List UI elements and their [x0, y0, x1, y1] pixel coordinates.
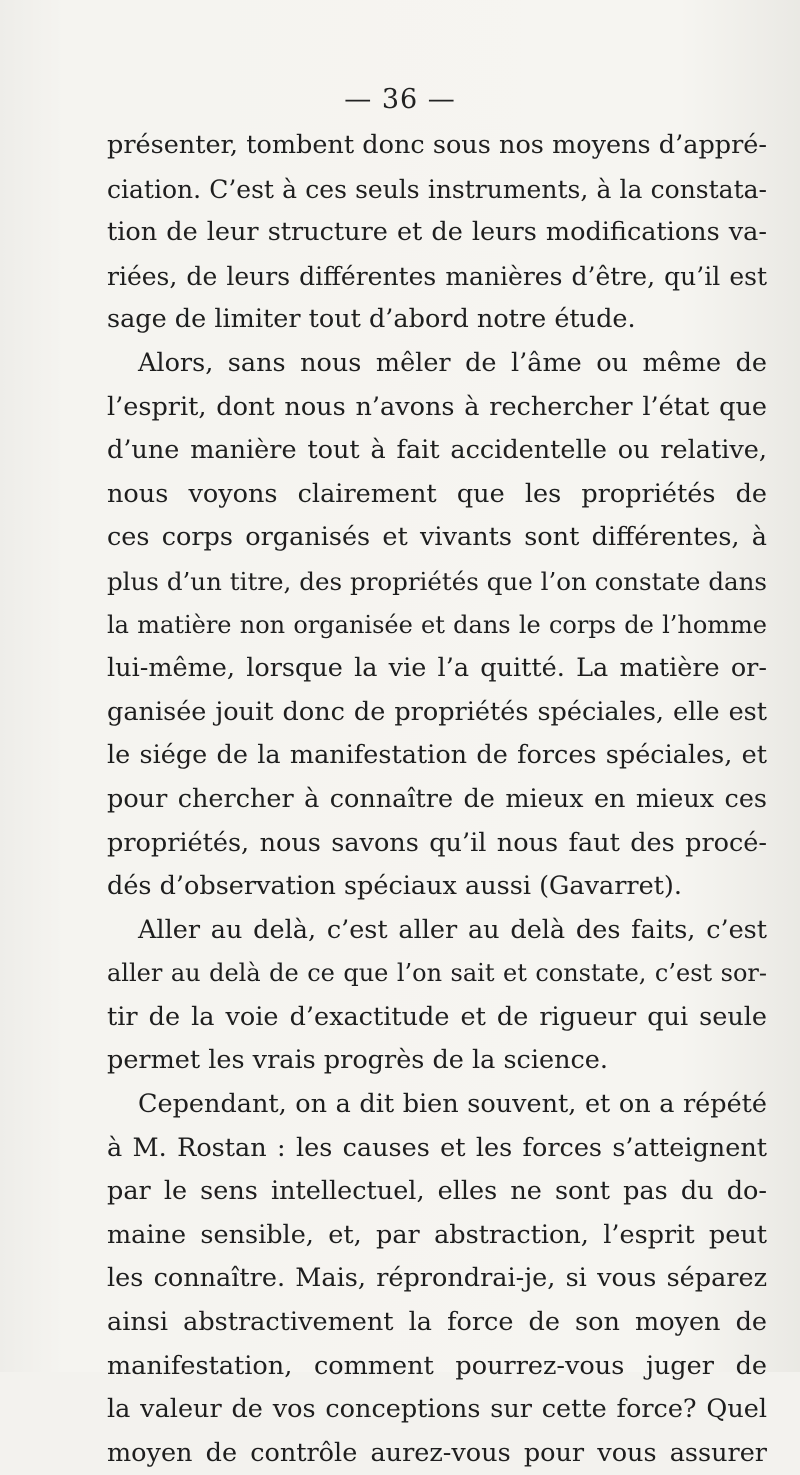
text-line: la matière non organisée et dans le corps de l’homme [107, 610, 767, 639]
text-line: Cependant, on a dit bien souvent, et on a répété [138, 1089, 767, 1120]
text-line: à M. Rostan : les causes et les forces s’atteignent [107, 1132, 767, 1163]
text-line: d’une manière tout à fait accidentelle ou relative, [107, 435, 767, 466]
text-line: manifestation, comment pourrez-vous juger de [107, 1350, 767, 1381]
text-line: aller au delà de ce que l’on sait et constate, c’est sor- [107, 959, 767, 988]
text-line: plus d’un titre, des propriétés que l’on constate dans [107, 566, 767, 596]
text-line: Alors, sans nous mêler de l’âme ou même de [138, 347, 767, 378]
text-line: moyen de contrôle aurez-vous pour vous assurer [107, 1437, 767, 1468]
text-line: lui-même, lorsque la vie l’a quitté. La matière or- [107, 653, 767, 684]
text-line: ciation. C’est à ces seuls instruments, à la constata- [107, 174, 767, 204]
text-line: maine sensible, et, par abstraction, l’esprit peut [107, 1219, 767, 1250]
text-line: dés d’observation spéciaux aussi (Gavarret). [107, 871, 682, 902]
text-line: tir de la voie d’exactitude et de rigueur qui seule [107, 1001, 767, 1032]
body-text [107, 124, 767, 1475]
text-line: tion de leur structure et de leurs modifications va- [107, 217, 767, 248]
text-line: nous voyons clairement que les propriétés de [107, 478, 767, 509]
text-line: présenter, tombent donc sous nos moyens d’appré- [107, 130, 767, 160]
text-line: le siége de la manifestation de forces spéciales, et [107, 740, 767, 771]
text-line: riées, de leurs différentes manières d’être, qu’il est [107, 261, 767, 291]
page-number: — 36 — [344, 84, 456, 115]
text-line: ainsi abstractivement la force de son moyen de [107, 1307, 767, 1338]
text-line: ces corps organisés et vivants sont différentes, à [107, 522, 767, 553]
text-line: sage de limiter tout d’abord notre étude. [107, 304, 636, 335]
text-line: pour chercher à connaître de mieux en mieux ces [107, 783, 767, 814]
text-line: propriétés, nous savons qu’il nous faut des procé- [107, 827, 767, 858]
text-line: par le sens intellectuel, elles ne sont pas du do- [107, 1176, 767, 1207]
text-line: la valeur de vos conceptions sur cette force? Quel [107, 1394, 767, 1425]
text-line: les connaître. Mais, réprondrai-je, si vous séparez [107, 1263, 767, 1294]
text-line: ganisée jouit donc de propriétés spéciales, elle est [107, 696, 767, 727]
text-line: l’esprit, dont nous n’avons à rechercher l’état que [107, 391, 767, 422]
text-line: permet les vrais progrès de la science. [107, 1045, 608, 1076]
text-line: Aller au delà, c’est aller au delà des faits, c’est [138, 914, 767, 945]
